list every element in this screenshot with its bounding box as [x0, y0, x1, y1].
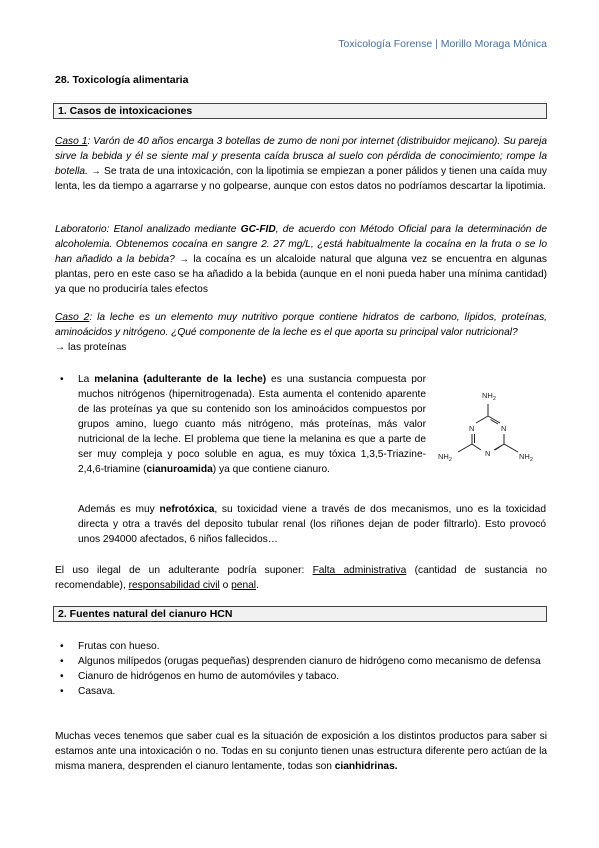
nefrotoxic-paragraph	[78, 502, 546, 547]
nefro-term: nefrotóxica	[159, 504, 215, 515]
lab-text-1: Laboratorio: Etanol analizado mediante	[55, 224, 241, 235]
uso-civil: responsabilidad civil	[128, 580, 220, 591]
nefro-pre: Además es muy	[78, 504, 160, 515]
list-item	[58, 669, 546, 684]
melanina-end: ) ya que contiene cianuro.	[212, 464, 330, 475]
caso2-answer: → las proteínas	[55, 342, 127, 353]
melanina-term: melanina (adulterante de la leche)	[94, 374, 267, 385]
list-item	[58, 639, 546, 654]
amine-label-left: $NH_2$	[438, 452, 452, 463]
uso-o: o	[219, 580, 232, 591]
amine-label-right: $NH_2$	[519, 452, 533, 463]
bullet-dot: •	[60, 374, 64, 385]
melanina-bullet	[58, 372, 426, 477]
caso2-text: : la leche es un elemento muy nutritivo porque contiene hidratos de carbono, lípidos, proteínas, aminoácidos y nitrógeno. ¿Qué componente de la leche es el que aporta su principal valor nutricional?	[55, 312, 548, 338]
cyanohydrin-text: Muchas veces tenemos que saber cual es la situación de exposición a los distintos productos para saber si estamos ante una intoxicación o no. Todas en su conjunto tienen unas estructura diferente pero actúan de la misma manera, desprenden el cianuro lentamente, todas son	[55, 731, 547, 772]
section-heading-1-text: 1. Casos de intoxicaciones	[58, 105, 193, 117]
lab-answer: → la cocaína es un alcaloide natural que alguna vez se encuentra en algunas plantas, pero en este caso se ha añadido a la bebida (aunque en el noni pueda haber una mínima cantidad) ya que no produciría tales efectos	[55, 254, 547, 295]
bullet-dot: •	[60, 686, 64, 697]
uso-pre: El uso ilegal de un adulterante podría suponer:	[55, 565, 313, 576]
caso1-label: Caso 1	[55, 136, 88, 147]
caso2-paragraph	[55, 310, 547, 355]
list-item	[58, 654, 546, 669]
bullet-dot: •	[60, 671, 64, 682]
section-heading-1	[53, 103, 547, 119]
amine-label-top: $NH_2$	[482, 391, 496, 402]
uso-end: .	[256, 580, 259, 591]
list-item	[58, 684, 546, 699]
caso1-text: : Varón de 40 años encarga 3 botellas de zumo de noni por internet (distribuidor mejicano). Su pareja sirve la bebida y él se siente mal y presenta caída brusca al suelo con pérdida de conocimiento; rompe la botella.	[55, 136, 547, 177]
uso-mid: (cantidad de sustancia no recomendable),	[55, 565, 547, 591]
caso1-answer: → Se trata de una intoxicación, con la lipotimia se empiezan a poner pálidos y tienen una caída muy lenta, les da tiempo a agarrarse y no golpearse, aunque con estos datos no podríamos descartar la lipotimia.	[55, 166, 547, 192]
section-heading-2	[53, 606, 547, 622]
caso2-label: Caso 2	[55, 312, 90, 323]
ring-n-left: N	[469, 424, 475, 433]
lab-text-2: , de acuerdo con Método Oficial para la determinación de alcoholemia. Obtenemos cocaína en sangre 2. 27 mg/L, ¿está habitualmente la cocaína en la fruta o se lo han añadido a la bebida?	[55, 224, 547, 265]
cyanohydrin-paragraph	[55, 729, 547, 774]
ring-n-bottom: N	[485, 449, 491, 458]
cyanohydrin-term: cianhidrinas.	[334, 761, 398, 772]
melanina-text: es una sustancia compuesta por muchos nitrógenos (hipernitrogenada). Esta aumenta el contenido aparente de las proteínas ya que su contenido son los aminoácidos compuestos por grupos amino, luego cuanto más nitrógeno, más proteínas, más valor nutricional de la leche. El problema que tiene la melanina es que a parte de ser muy compleja y poco soluble en agua, es muy tóxica 1,3,5-Triazine-2,4,6-triamine (	[78, 374, 426, 475]
uso-penal: penal	[231, 580, 257, 591]
list-item-text: Frutas con hueso.	[78, 641, 160, 652]
melanina-term-2: cianuroamida	[146, 464, 213, 475]
uso-admin: Falta administrativa	[312, 565, 407, 576]
nefro-text: , su toxicidad viene a través de dos mecanismos, uno es la toxicidad directa y otra a través del deposito tubular renal (los riñones dejan de poder filtrarlo). Esto provocó unos 294000 afectados, 6 niños fallecidos…	[78, 504, 547, 545]
bullet-dot: •	[60, 641, 64, 652]
running-header: Toxicología Forense | Morillo Moraga Mónica	[338, 38, 547, 50]
melanina-pre: La	[78, 374, 95, 385]
page-title: 28. Toxicología alimentaria	[55, 74, 189, 86]
illegal-use-paragraph	[55, 563, 547, 593]
list-item-text: Casava.	[78, 686, 116, 697]
bullet-dot: •	[60, 656, 64, 667]
caso1-paragraph	[55, 134, 547, 194]
section-heading-2-text: 2. Fuentes natural del cianuro HCN	[58, 608, 233, 620]
list-item-text: Cianuro de hidrógenos en humo de automóviles y tabaco.	[78, 671, 340, 682]
lab-method: GC-FID	[240, 224, 276, 235]
lab-paragraph	[55, 222, 547, 297]
ring-n-right: N	[501, 424, 507, 433]
melamine-structure-image	[432, 382, 544, 482]
hcn-sources-list	[58, 639, 546, 699]
list-item-text: Algunos milípedos (orugas pequeñas) desprenden cianuro de hidrógeno como mecanismo de defensa	[78, 656, 541, 667]
